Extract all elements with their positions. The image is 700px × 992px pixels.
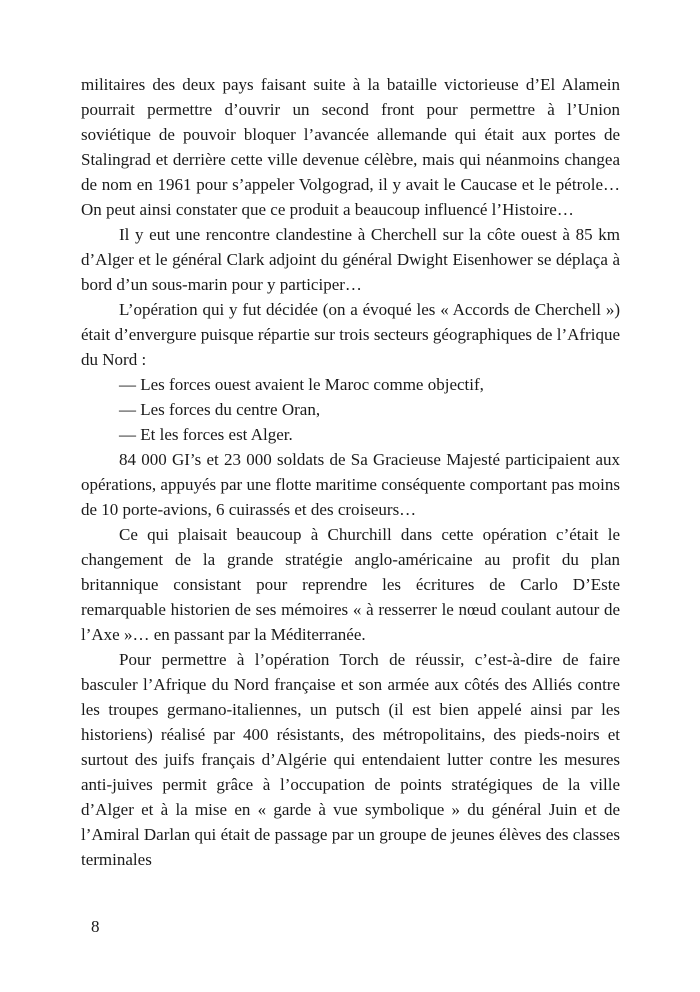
page-body: [81, 72, 620, 872]
list-item: — Les forces du centre Oran,: [119, 400, 321, 419]
paragraph-operation-torch: Pour permettre à l’opération Torch de réussir, c’est-à-dire de faire basculer l’Afrique du Nord française et son armée aux côtés des Alliés contre les troupes germano-italiennes, un putsch (il est bien appelé ainsi par les historiens) réalisé par 400 résistants, des métropolitains, des pieds-noirs et surtout des juifs français d’Algérie qui entendaient lutter contre les mesures anti-juives permit grâce à l’occupation de points stratégiques de la ville d’Alger et à la mise en « garde à vue symbolique » du général Juin et de l’Amiral Darlan qui était de passage par un groupe de jeunes élèves des classes terminales: [81, 650, 620, 869]
page-number: 8: [91, 917, 100, 936]
forces-list: [81, 372, 620, 447]
paragraph-troop-numbers: 84 000 GI’s et 23 000 soldats de Sa Gracieuse Majesté participaient aux opérations, appuyés par une flotte maritime conséquente comportant pas moins de 10 porte-avions, 6 cuirassés et des croiseurs…: [81, 450, 620, 519]
paragraph-churchill-strategy: Ce qui plaisait beaucoup à Churchill dans cette opération c’était le changement de la grande stratégie anglo-américaine au profit du plan britannique consistant pour reprendre les écritures de Carlo D’Este remarquable historien de ses mémoires « à resserrer le nœud coulant autour de l’Axe »… en passant par la Méditerranée.: [81, 525, 620, 644]
paragraph-operation-sectors: L’opération qui y fut décidée (on a évoqué les « Accords de Cherchell ») était d’envergure puisque répartie sur trois secteurs géographiques de l’Afrique du Nord :: [81, 300, 620, 369]
paragraph-cherchell-meeting: Il y eut une rencontre clandestine à Cherchell sur la côte ouest à 85 km d’Alger et le général Clark adjoint du général Dwight Eisenhower se déplaça à bord d’un sous-marin pour y participer…: [81, 225, 620, 294]
list-item: — Et les forces est Alger.: [119, 425, 293, 444]
list-item: — Les forces ouest avaient le Maroc comme objectif,: [119, 375, 484, 394]
paragraph-continued: militaires des deux pays faisant suite à la bataille victorieuse d’El Alamein pourrait permettre d’ouvrir un second front pour permettre à l’Union soviétique de pouvoir bloquer l’avancée allemande qui était aux portes de Stalingrad et derrière cette ville devenue célèbre, mais qui néanmoins changea de nom en 1961 pour s’appeler Volgograd, il y avait le Caucase et le pétrole… On peut ainsi constater que ce produit a beaucoup influencé l’Histoire…: [81, 75, 620, 219]
